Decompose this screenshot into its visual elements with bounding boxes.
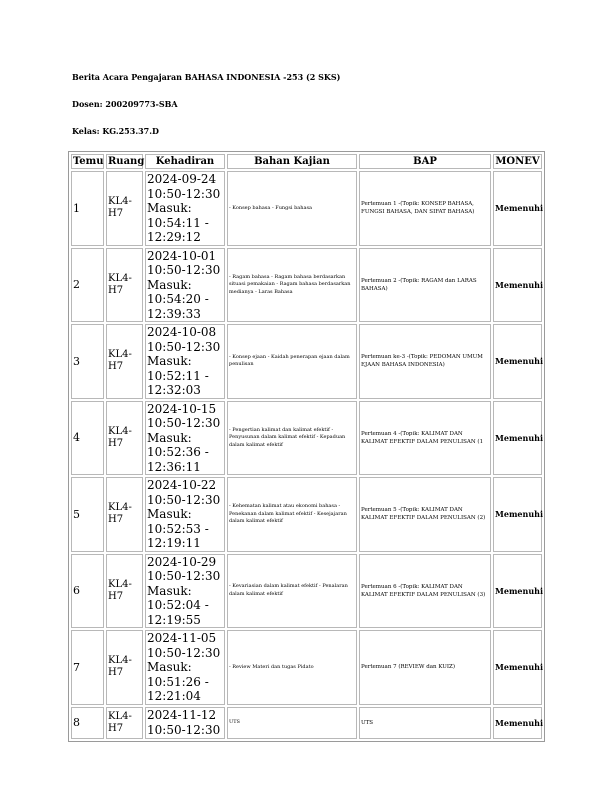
room: KL4-H7 — [106, 401, 143, 476]
column-header-kehadiran: Kehadiran — [145, 154, 225, 169]
table-header-row — [71, 154, 542, 169]
attendance — [145, 171, 225, 246]
attendance-check-out: 12:29:12 — [147, 230, 201, 244]
bap-table — [68, 151, 545, 742]
attendance-check-in: 10:51:26 - — [147, 674, 209, 689]
class-line: Kelas: KG.253.37.D — [72, 126, 159, 136]
room: KL4-H7 — [106, 477, 143, 552]
attendance — [145, 554, 225, 629]
bap-entry: Pertemuan 6 -(Topik: KALIMAT DAN KALIMAT EFEKTIF DALAM PENULISAN (3) — [359, 554, 491, 629]
attendance-masuk-label: Masuk: — [147, 354, 192, 368]
attendance-check-in: 10:54:11 - — [147, 215, 209, 230]
attendance-masuk-label: Masuk: — [147, 201, 192, 215]
room: KL4-H7 — [106, 171, 143, 246]
attendance-check-out: 12:19:55 — [147, 612, 201, 627]
study-material: - Kehematan kalimat atau ekonomi bahasa - Penekanan dalam kalimat efektif - Kesejajaran dalam kalimat efektif — [227, 477, 357, 552]
attendance-schedule: 10:50-12:30 — [147, 645, 221, 660]
attendance-date: 2024-10-08 — [147, 325, 217, 339]
attendance-date: 2024-10-15 — [147, 401, 217, 416]
attendance-masuk-label: Masuk: — [147, 660, 192, 674]
study-material: - Pengertian kalimat dan kalimat efektif - Penyusunan dalam kalimat efektif - Kepaduan dalam kalimat efektif — [227, 401, 357, 476]
attendance-masuk-label: Masuk: — [147, 507, 192, 521]
attendance-schedule: 10:50-12:30 — [147, 569, 221, 583]
bap-entry: UTS — [359, 707, 491, 739]
study-material: UTS — [227, 707, 357, 739]
attendance — [145, 248, 225, 323]
bap-entry: Pertemuan 4 -(Topik: KALIMAT DAN KALIMAT EFEKTIF DALAM PENULISAN (1 — [359, 401, 491, 476]
attendance-masuk-label: Masuk: — [147, 583, 192, 598]
attendance-check-out: 12:36:11 — [147, 459, 201, 474]
attendance — [145, 401, 225, 476]
attendance-check-in: 10:52:11 - — [147, 368, 209, 383]
attendance-masuk-label: Masuk: — [147, 430, 192, 445]
attendance-check-in: 10:52:53 - — [147, 521, 209, 536]
monev-status: Memenuhi — [493, 707, 542, 739]
attendance-date: 2024-11-05 — [147, 631, 217, 645]
attendance-schedule: 10:50-12:30 — [147, 722, 221, 737]
column-header-monev: MONEV — [493, 154, 542, 169]
attendance-schedule: 10:50-12:30 — [147, 492, 221, 507]
bap-entry: Pertemuan 1 -(Topik: KONSEP BAHASA, FUNGSI BAHASA, DAN SIFAT BAHASA) — [359, 171, 491, 246]
column-header-bahan-kajian: Bahan Kajian — [227, 154, 357, 169]
meeting-number: 7 — [71, 630, 104, 705]
bap-entry: Pertemuan 2 -(Topik: RAGAM dan LARAS BAHASA) — [359, 248, 491, 323]
attendance-date: 2024-11-12 — [147, 708, 217, 722]
column-header-bap: BAP — [359, 154, 491, 169]
attendance-check-out: 12:19:11 — [147, 536, 201, 550]
table-row — [71, 477, 542, 552]
monev-status: Memenuhi — [493, 248, 542, 323]
meeting-number: 5 — [71, 477, 104, 552]
meeting-number: 3 — [71, 324, 104, 399]
table-row — [71, 707, 542, 739]
bap-entry: Pertemuan ke-3 -(Topik: PEDOMAN UMUM EJAAN BAHASA INDONESIA) — [359, 324, 491, 399]
monev-status: Memenuhi — [493, 171, 542, 246]
attendance-check-in: 10:54:20 - — [147, 292, 209, 306]
attendance — [145, 477, 225, 552]
document-title: Berita Acara Pengajaran BAHASA INDONESIA -253 (2 SKS) — [72, 72, 341, 82]
attendance-date: 2024-09-24 — [147, 172, 217, 186]
monev-status: Memenuhi — [493, 401, 542, 476]
monev-status: Memenuhi — [493, 630, 542, 705]
monev-status: Memenuhi — [493, 554, 542, 629]
monev-status: Memenuhi — [493, 477, 542, 552]
attendance-check-out: 12:32:03 — [147, 383, 201, 397]
attendance — [145, 630, 225, 705]
bap-entry: Pertemuan 7 (REVIEW dan KUIZ) — [359, 630, 491, 705]
meeting-number: 6 — [71, 554, 104, 629]
lecturer-line: Dosen: 200209773-SBA — [72, 99, 178, 109]
room: KL4-H7 — [106, 324, 143, 399]
study-material: - Konsep bahasa - Fungsi bahasa — [227, 171, 357, 246]
table-row — [71, 401, 542, 476]
attendance-check-out: 12:21:04 — [147, 689, 201, 703]
attendance-check-in: 10:52:04 - — [147, 598, 209, 612]
attendance-masuk-label: Masuk: — [147, 277, 192, 292]
column-header-ruang: Ruang — [108, 156, 145, 167]
attendance-date: 2024-10-29 — [147, 554, 217, 569]
bap-entry: Pertemuan 5 -(Topik: KALIMAT DAN KALIMAT EFEKTIF DALAM PENULISAN (2) — [359, 477, 491, 552]
room: KL4-H7 — [106, 248, 143, 323]
study-material: - Review Materi dan tugas Pidato — [227, 630, 357, 705]
table-row — [71, 554, 542, 629]
meeting-number: 2 — [71, 248, 104, 323]
attendance-check-in: 10:52:36 - — [147, 445, 209, 459]
study-material: - Kevariasian dalam kalimat efektif - Penalaran dalam kalimat efektif — [227, 554, 357, 629]
room: KL4-H7 — [106, 630, 143, 705]
meeting-number: 1 — [71, 171, 104, 246]
study-material: - Ragam bahasa - Ragam bahasa berdasarkan situasi pemakaian - Ragam bahasa berdasarkan medianya - Laras Bahasa — [227, 248, 357, 323]
attendance-date: 2024-10-22 — [147, 478, 217, 492]
meeting-number: 8 — [71, 707, 104, 739]
attendance-schedule: 10:50-12:30 — [147, 339, 221, 354]
table-row — [71, 630, 542, 705]
table-row — [71, 324, 542, 399]
attendance-schedule: 10:50-12:30 — [147, 263, 221, 277]
room: KL4-H7 — [106, 554, 143, 629]
attendance-schedule: 10:50-12:30 — [147, 186, 221, 201]
table-row — [71, 248, 542, 323]
attendance — [145, 707, 225, 739]
table-row — [71, 171, 542, 246]
monev-status: Memenuhi — [493, 324, 542, 399]
attendance-schedule: 10:50-12:30 — [147, 416, 221, 430]
attendance-date: 2024-10-01 — [147, 248, 217, 263]
column-header-temu: Temu — [73, 156, 104, 167]
room: KL4-H7 — [106, 707, 143, 739]
attendance-check-out: 12:39:33 — [147, 306, 201, 321]
study-material: - Konsep ejaan - Kaidah penerapan ejaan dalam penulisan — [227, 324, 357, 399]
meeting-number: 4 — [71, 401, 104, 476]
attendance — [145, 324, 225, 399]
